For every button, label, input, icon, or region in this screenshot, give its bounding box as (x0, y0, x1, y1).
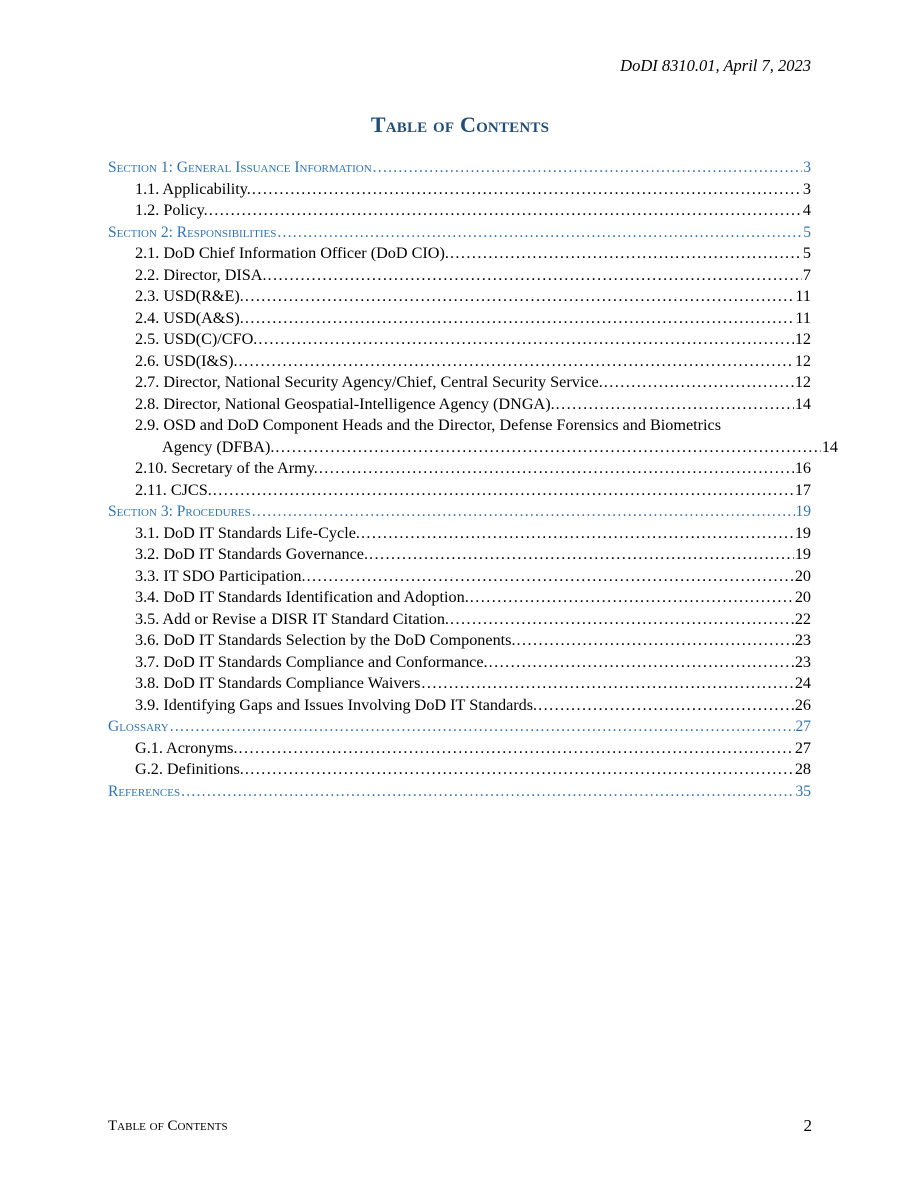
toc-entry-label: 3.9. Identifying Gaps and Issues Involving DoD IT Standards. (135, 695, 538, 714)
dot-leader (239, 351, 794, 373)
toc-page-number: 5 (802, 244, 811, 262)
toc-entry-label: Section 3: Procedures (108, 503, 251, 520)
toc-entry-continuation (135, 437, 838, 459)
toc-entry-label: 2.10. Secretary of the Army. (135, 459, 318, 477)
toc-page-number: 26 (794, 695, 811, 714)
toc-subsection-link[interactable] (108, 630, 811, 652)
toc-entry-label: 3.5. Add or Revise a DISR IT Standard Citation. (135, 609, 449, 628)
dot-leader (239, 738, 794, 760)
toc-page-number: 22 (794, 609, 811, 628)
toc-entry-label: Glossary (108, 718, 169, 735)
toc-entry-label: 3.1. DoD IT Standards Life-Cycle. (135, 523, 360, 542)
dot-leader (470, 587, 794, 609)
toc-entry-label: 3.7. DoD IT Standards Compliance and Conformance. (135, 652, 488, 671)
toc-entry-label: 2.4. USD(A&S). (135, 308, 244, 327)
toc-subsection-link[interactable] (108, 544, 811, 566)
dot-leader (489, 652, 794, 674)
dot-leader (245, 286, 795, 308)
toc-page-number: 3 (803, 159, 811, 176)
toc-subsection-link[interactable] (108, 673, 811, 695)
dot-leader (373, 157, 803, 179)
dot-leader (556, 394, 794, 416)
footer-section-name: Table of Contents (108, 1118, 228, 1134)
toc-subsection-link[interactable] (108, 286, 811, 308)
toc-entry-label: 2.11. CJCS. (135, 480, 212, 499)
toc-entry-label: 3.2. DoD IT Standards Governance. (135, 545, 369, 563)
toc-page-number: 12 (794, 330, 811, 348)
toc-page-number: 11 (795, 308, 811, 327)
toc-subsection-link[interactable] (108, 458, 811, 480)
dot-leader (258, 329, 793, 351)
dot-leader (209, 200, 802, 222)
toc-page-number: 20 (794, 566, 811, 585)
toc-entry-label: 3.8. DoD IT Standards Compliance Waivers (135, 674, 421, 692)
toc-subsection-link[interactable] (108, 652, 811, 674)
toc-page-number: 27 (794, 738, 811, 757)
toc-section-link[interactable] (108, 501, 811, 523)
toc-subsection-link[interactable] (108, 329, 811, 351)
toc-entry-label: 3.3. IT SDO Participation. (135, 566, 306, 585)
toc-subsection-link[interactable] (108, 415, 838, 458)
toc-subsection-link[interactable] (108, 480, 811, 502)
toc-subsection-link[interactable] (108, 351, 811, 373)
dot-leader (604, 372, 794, 394)
dot-leader (252, 179, 802, 201)
toc-page-number: 5 (803, 223, 811, 241)
toc-subsection-link[interactable] (108, 566, 811, 588)
toc-entry-label: 2.6. USD(I&S). (135, 351, 238, 370)
toc-subsection-link[interactable] (108, 695, 811, 717)
dot-leader (170, 716, 795, 738)
toc-page-number: 12 (794, 351, 811, 370)
dot-leader (307, 566, 794, 588)
toc-entry-label: 1.1. Applicability. (135, 179, 251, 198)
toc-page-number: 17 (794, 480, 811, 499)
toc-page-number: 19 (795, 503, 811, 520)
toc-entry-label: 2.8. Director, National Geospatial-Intelligence Agency (DNGA). (135, 394, 555, 413)
dot-leader (361, 523, 794, 545)
dot-leader (252, 501, 795, 523)
toc-page-number: 24 (794, 674, 811, 692)
toc-entry-label: 2.1. DoD Chief Information Officer (DoD CIO). (135, 244, 449, 262)
toc-subsection-link[interactable] (108, 243, 811, 265)
toc-entry-label-continued: Agency (DFBA). (162, 437, 275, 456)
toc-page-number: 20 (794, 588, 811, 606)
toc-page-number: 7 (802, 265, 811, 284)
toc-page-number: 19 (794, 523, 811, 542)
toc-subsection-link[interactable] (108, 394, 811, 416)
toc-page-number: 3 (802, 179, 811, 198)
toc-subsection-link[interactable] (108, 200, 811, 222)
dot-leader (538, 695, 794, 717)
toc-section-link[interactable] (108, 157, 811, 179)
page-title: Table of Contents (370, 112, 550, 137)
toc-entry-label: 2.2. Director, DISA. (135, 265, 267, 284)
toc-page-number: 27 (795, 718, 811, 735)
dot-leader (213, 480, 794, 502)
table-of-contents (108, 157, 838, 802)
dot-leader (181, 781, 794, 803)
dot-leader (319, 458, 794, 480)
dot-leader (275, 437, 820, 459)
toc-page-number: 35 (795, 782, 811, 800)
dot-leader (277, 222, 802, 244)
dot-leader (517, 630, 794, 652)
toc-entry-label: 3.4. DoD IT Standards Identification and Adoption. (135, 588, 469, 606)
toc-subsection-link[interactable] (108, 587, 811, 609)
toc-page-number: 14 (821, 437, 838, 456)
dot-leader (369, 544, 794, 566)
toc-subsection-link[interactable] (108, 265, 811, 287)
toc-entry-label: G.1. Acronyms. (135, 738, 238, 757)
toc-section-link[interactable] (108, 781, 811, 803)
toc-subsection-link[interactable] (108, 179, 811, 201)
dot-leader (421, 673, 793, 695)
toc-entry-label: 1.2. Policy. (135, 201, 208, 219)
toc-entry-label: 2.9. OSD and DoD Component Heads and the Director, Defense Forensics and Biometrics (135, 416, 722, 434)
toc-subsection-link[interactable] (108, 523, 811, 545)
footer-page-number: 2 (803, 1116, 812, 1135)
dot-leader (245, 759, 794, 781)
toc-entry-label: 3.6. DoD IT Standards Selection by the DoD Components. (135, 631, 516, 649)
toc-entry-label: Section 2: Responsibilities (108, 223, 277, 241)
toc-page-number: 16 (794, 459, 811, 477)
toc-page-number: 23 (794, 652, 811, 671)
toc-page-number: 11 (795, 287, 811, 305)
toc-subsection-link[interactable] (108, 308, 811, 330)
running-header: DoDI 8310.01, April 7, 2023 (620, 56, 811, 75)
toc-subsection-link[interactable] (108, 759, 811, 781)
toc-page-number: 28 (794, 760, 811, 778)
toc-section-link[interactable] (108, 716, 811, 738)
toc-subsection-link[interactable] (108, 738, 811, 760)
toc-page-number: 19 (794, 545, 811, 563)
toc-entry-label: References (108, 782, 181, 800)
dot-leader (245, 308, 795, 330)
dot-leader (450, 609, 794, 631)
toc-entry-label: 2.3. USD(R&E). (135, 287, 244, 305)
toc-page-number: 12 (794, 373, 811, 391)
dot-leader (450, 243, 802, 265)
toc-entry-label: 2.7. Director, National Security Agency/Chief, Central Security Service. (135, 373, 603, 391)
toc-page-number: 23 (794, 631, 811, 649)
toc-subsection-link[interactable] (108, 372, 811, 394)
toc-subsection-link[interactable] (108, 609, 811, 631)
toc-page-number: 4 (802, 201, 811, 219)
toc-section-link[interactable] (108, 222, 811, 244)
toc-entry-label: 2.5. USD(C)/CFO. (135, 330, 258, 348)
toc-entry-label: Section 1: General Issuance Information (108, 159, 372, 176)
dot-leader (268, 265, 802, 287)
toc-entry-label: G.2. Definitions. (135, 760, 244, 778)
toc-page-number: 14 (794, 394, 811, 413)
